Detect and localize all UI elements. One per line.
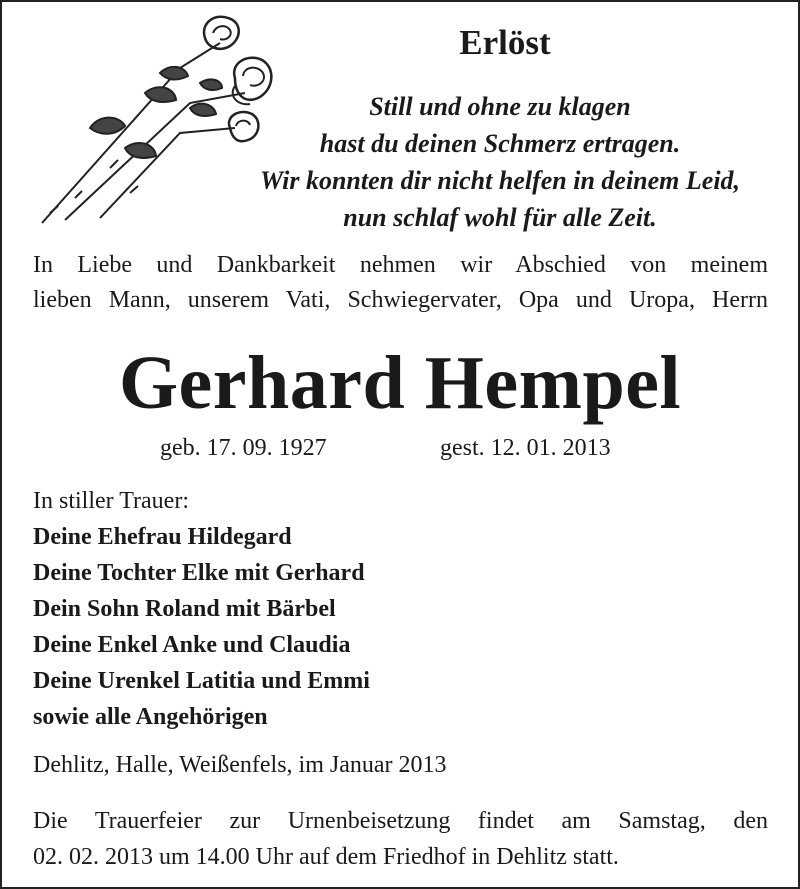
- intro-text: [33, 248, 768, 318]
- mourners-list: [33, 483, 370, 735]
- ceremony-line: 02. 02. 2013 um 14.00 Uhr auf dem Friedhof in Dehlitz statt.: [33, 844, 619, 870]
- intro-line: lieben Mann, unserem Vati, Schwiegervater, Opa und Uropa, Herrn: [33, 287, 768, 313]
- mourning-header: In stiller Trauer:: [33, 488, 189, 514]
- mourner-entry: Deine Enkel Anke und Claudia: [33, 632, 351, 658]
- poem-line: Still und ohne zu klagen: [369, 92, 631, 121]
- intro-line: In Liebe und Dankbarkeit nehmen wir Abschied von meinem: [33, 252, 768, 278]
- place-date: Dehlitz, Halle, Weißenfels, im Januar 2013: [33, 752, 447, 778]
- deceased-name: Gerhard Hempel: [118, 341, 682, 425]
- mourner-entry: Deine Ehefrau Hildegard: [33, 524, 292, 550]
- mourner-entry: Dein Sohn Roland mit Bärbel: [33, 596, 336, 622]
- poem-line: hast du deinen Schmerz ertragen.: [319, 129, 681, 158]
- ceremony-info: [33, 803, 768, 875]
- mourner-entry: sowie alle Angehörigen: [33, 704, 268, 730]
- mourner-entry: Deine Tochter Elke mit Gerhard: [33, 560, 365, 586]
- ceremony-line: Die Trauerfeier zur Urnenbeisetzung findet am Samstag, den: [33, 808, 768, 834]
- poem: [210, 88, 790, 236]
- poem-line: Wir konnten dir nicht helfen in deinem Leid,: [259, 166, 741, 195]
- poem-line: nun schlaf wohl für alle Zeit.: [343, 203, 657, 232]
- death-date: gest. 12. 01. 2013: [440, 435, 611, 461]
- mourner-entry: Deine Urenkel Latitia und Emmi: [33, 668, 370, 694]
- notice-title: Erlöst: [459, 23, 551, 62]
- birth-date: geb. 17. 09. 1927: [160, 435, 327, 461]
